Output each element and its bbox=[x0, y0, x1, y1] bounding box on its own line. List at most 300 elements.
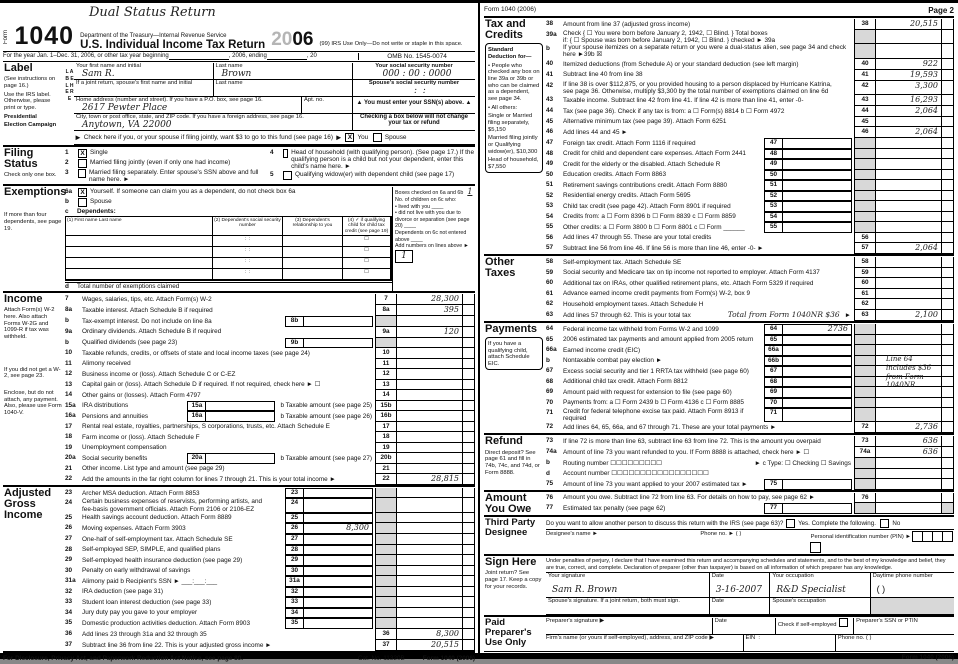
line-number: 29 bbox=[65, 556, 73, 564]
amount-cell[interactable] bbox=[396, 608, 462, 619]
cents-cell[interactable] bbox=[462, 422, 475, 433]
inner-amount-box[interactable]: 35 bbox=[285, 618, 373, 629]
cents-cell[interactable] bbox=[941, 127, 954, 138]
line-label: Social security and Medicare tax on tip income not reported to employer. Attach Form 4137 bbox=[563, 269, 820, 277]
cents-cell[interactable] bbox=[941, 95, 954, 106]
line-label: Credit for child and dependent care expenses. Attach Form 2441 bbox=[563, 150, 746, 158]
cents-cell[interactable] bbox=[462, 348, 475, 359]
third-party-question: Do you want to allow another person to discuss this return with the IRS (see page 63)? bbox=[546, 520, 784, 528]
spouse-occupation-field[interactable]: Spouse's occupation bbox=[770, 598, 870, 614]
cents-cell[interactable] bbox=[941, 212, 954, 223]
amount-cell[interactable]: 2,064 bbox=[875, 243, 941, 254]
amount-cell[interactable] bbox=[396, 380, 462, 391]
cents-cell[interactable] bbox=[941, 233, 954, 244]
inner-amount-box[interactable]: 68 bbox=[764, 377, 852, 388]
spouse-ssn-field[interactable]: Spouse's social security number : : bbox=[368, 80, 460, 96]
cents-cell[interactable] bbox=[941, 289, 954, 300]
occupation-field[interactable]: Your occupation R&D Specialist bbox=[770, 573, 870, 597]
form-line bbox=[65, 464, 475, 475]
amount-cell[interactable] bbox=[875, 149, 941, 160]
cents-cell[interactable] bbox=[941, 398, 954, 409]
cents-cell[interactable] bbox=[941, 422, 954, 433]
cents-cell[interactable] bbox=[941, 117, 954, 128]
amount-cell[interactable] bbox=[396, 513, 462, 524]
line-number: 43 bbox=[546, 95, 554, 103]
form-line bbox=[546, 324, 954, 335]
last-name-field[interactable]: Last name Brown bbox=[214, 63, 354, 79]
total-exemptions-count[interactable]: 1 bbox=[395, 250, 413, 263]
amount-cell[interactable] bbox=[875, 201, 941, 212]
cents-cell[interactable] bbox=[941, 299, 954, 310]
inner-amount-box[interactable]: 24 bbox=[285, 498, 373, 512]
campaign-spouse-checkbox[interactable] bbox=[373, 133, 382, 142]
cents-cell[interactable] bbox=[462, 640, 475, 651]
inner-amount-box[interactable]: 9b bbox=[285, 338, 373, 349]
line-number-box: 38 bbox=[854, 19, 875, 30]
cents-cell[interactable] bbox=[941, 159, 954, 170]
line-number-box: 42 bbox=[854, 81, 875, 95]
dependent-row[interactable] bbox=[66, 236, 213, 247]
amount-cell[interactable] bbox=[396, 597, 462, 608]
cents-cell[interactable] bbox=[462, 587, 475, 598]
inner-amount-box[interactable]: 70 bbox=[764, 398, 852, 409]
amount-owe-section bbox=[484, 490, 954, 515]
cents-cell[interactable] bbox=[941, 447, 954, 458]
first-name-field[interactable]: Your first name and initial Sam R. bbox=[74, 63, 214, 79]
cents-cell[interactable] bbox=[462, 432, 475, 443]
amount-cell[interactable]: 2,064 bbox=[875, 106, 941, 117]
inner-amount-box[interactable]: 29 bbox=[285, 555, 373, 566]
refund-title: Refund bbox=[485, 435, 523, 448]
designee-name-field[interactable]: Designee's name ► bbox=[546, 531, 598, 538]
inner-amount-box[interactable]: 77 bbox=[764, 503, 852, 514]
amount-cell[interactable] bbox=[396, 534, 462, 545]
line-number-box: 9a bbox=[375, 327, 396, 338]
home-address-field[interactable]: Home address (number and street). If you have a P.O. box, see page 16. 2617 Pewter Place bbox=[74, 97, 302, 113]
line-number-box: 12 bbox=[375, 369, 396, 380]
line-number: 35 bbox=[65, 619, 73, 627]
taxpayer-signature-field[interactable]: Your signature Sam R. Brown bbox=[546, 573, 710, 597]
amount-cell[interactable] bbox=[396, 338, 462, 349]
amount-cell[interactable] bbox=[396, 359, 462, 370]
cents-cell[interactable] bbox=[941, 191, 954, 202]
amount-cell[interactable] bbox=[875, 191, 941, 202]
inner-amount-box[interactable]: 15a bbox=[187, 401, 275, 412]
inner-amount-box[interactable]: 75 bbox=[764, 479, 852, 490]
ssn-field[interactable]: Your social security number 000 : 00 : 0000 bbox=[375, 63, 453, 79]
line-number-box: 60 bbox=[854, 278, 875, 289]
amount-owe-title: Amount You Owe bbox=[485, 491, 532, 516]
amount-cell[interactable]: 2,100 bbox=[875, 310, 941, 321]
inner-amount-box[interactable]: 34 bbox=[285, 608, 373, 619]
amount-cell[interactable]: 28,815 bbox=[396, 474, 462, 485]
cents-cell[interactable] bbox=[941, 387, 954, 398]
cents-cell[interactable] bbox=[941, 356, 954, 367]
inner-amount-box[interactable]: 33 bbox=[285, 597, 373, 608]
designee-pin-field[interactable]: Personal identification number (PIN) ► bbox=[811, 531, 954, 553]
line-number: 48 bbox=[546, 149, 554, 157]
tax-year-line: For the year Jan. 1–Dec. 31, 2006, or other tax year beginning , 2006, ending , 20 OMB No. 1545-0074 bbox=[3, 52, 475, 62]
inner-amount-box[interactable]: 26 8,300 bbox=[285, 523, 373, 534]
inner-amount-box[interactable]: 48 bbox=[764, 149, 852, 160]
cents-cell[interactable] bbox=[462, 513, 475, 524]
boxes-checked-count[interactable]: 1 bbox=[467, 187, 473, 196]
spouse-first-name-field[interactable]: If a joint return, spouse's first name and initial bbox=[74, 80, 214, 96]
inner-amount-box[interactable]: 71 bbox=[764, 408, 852, 422]
form-line bbox=[65, 432, 475, 443]
inner-amount-box[interactable]: 67 bbox=[764, 366, 852, 377]
preparer-signature-field[interactable]: Preparer's signature ▶ bbox=[546, 618, 605, 625]
cents-cell[interactable] bbox=[462, 618, 475, 629]
amount-cell[interactable] bbox=[875, 212, 941, 223]
spouse-signature-field[interactable]: Spouse's signature. If a joint return, both must sign. bbox=[546, 598, 710, 614]
tax-credits-section bbox=[484, 16, 954, 254]
cents-cell[interactable] bbox=[941, 81, 954, 95]
form-line bbox=[546, 493, 954, 504]
cents-cell[interactable] bbox=[941, 70, 954, 81]
cents-cell[interactable] bbox=[462, 464, 475, 475]
line-number: 31a bbox=[65, 577, 76, 585]
form-line bbox=[546, 398, 954, 409]
cents-cell[interactable] bbox=[941, 408, 954, 422]
line-number: 53 bbox=[546, 202, 554, 210]
apt-no-field[interactable]: Apt. no. bbox=[302, 97, 353, 113]
form-line bbox=[546, 106, 954, 117]
form-line bbox=[65, 545, 475, 556]
line-label: Add lines 57 through 62. This is your total tax bbox=[563, 311, 691, 319]
form-line bbox=[65, 422, 475, 433]
cents-cell[interactable] bbox=[941, 257, 954, 268]
filing-widow-checkbox[interactable] bbox=[283, 171, 292, 180]
amount-cell[interactable]: 28,300 bbox=[396, 294, 462, 305]
cents-cell[interactable] bbox=[462, 369, 475, 380]
cents-cell[interactable] bbox=[941, 469, 954, 480]
cents-cell[interactable] bbox=[462, 498, 475, 512]
cents-cell[interactable] bbox=[462, 443, 475, 454]
form-code: (99) bbox=[319, 41, 330, 47]
line-label: Jury duty pay you gave to your employer bbox=[82, 609, 198, 617]
inner-amount-box[interactable]: 66b bbox=[764, 356, 852, 367]
line-number-box bbox=[375, 534, 396, 545]
amount-cell[interactable] bbox=[396, 566, 462, 577]
cents-cell[interactable] bbox=[462, 488, 475, 499]
cents-cell[interactable] bbox=[462, 380, 475, 391]
cents-cell[interactable] bbox=[462, 555, 475, 566]
amount-cell[interactable] bbox=[875, 170, 941, 181]
cents-cell[interactable] bbox=[941, 479, 954, 490]
cents-cell[interactable] bbox=[941, 201, 954, 212]
line-sublabel: ► c Type: ☐ Checking ☐ Savings bbox=[754, 459, 851, 467]
amount-cell[interactable]: 19,593 bbox=[875, 70, 941, 81]
third-party-section: Third Party Designee Do you want to allow another person to discuss this return with the IRS (see page 63)? Yes. Complete the following. No Designee's name ► Phone no. ► ( ) Personal identification number (PIN) ► bbox=[484, 515, 954, 554]
dependent-row[interactable] bbox=[66, 247, 213, 258]
exemption-yourself-checkbox[interactable]: X bbox=[78, 188, 87, 197]
amount-cell[interactable] bbox=[875, 222, 941, 233]
cents-cell[interactable] bbox=[941, 335, 954, 346]
cents-cell[interactable] bbox=[941, 243, 954, 254]
inner-amount-box[interactable]: 28 bbox=[285, 545, 373, 556]
spouse-date-field[interactable]: Date bbox=[710, 598, 771, 614]
amount-cell[interactable] bbox=[396, 401, 462, 412]
exemption-spouse-checkbox[interactable] bbox=[78, 198, 87, 207]
preparer-phone-field[interactable]: Phone no. ( ) bbox=[835, 635, 954, 651]
amount-cell[interactable]: 2,064 bbox=[875, 127, 941, 138]
cents-cell[interactable] bbox=[462, 576, 475, 587]
dependent-row[interactable] bbox=[66, 258, 213, 269]
amount-cell[interactable] bbox=[875, 408, 941, 422]
exemptions-margin: Boxes checked on 6a and 6b 1 No. of children on 6c who: • lived with you ____ • did not live with you due to divorce or separation (see page 20) ____ Dependents on 6c not entered above ____ Add numbers on lines above ► 1 bbox=[392, 187, 475, 291]
inner-amount-box[interactable]: 20a bbox=[187, 453, 275, 464]
spouse-last-name-field[interactable]: Last name bbox=[214, 80, 354, 96]
inner-amount-box[interactable]: 65 bbox=[764, 335, 852, 346]
amount-cell[interactable] bbox=[396, 348, 462, 359]
cents-cell[interactable] bbox=[462, 338, 475, 349]
cents-cell[interactable] bbox=[941, 149, 954, 160]
amount-cell[interactable] bbox=[875, 117, 941, 128]
inner-amount-box[interactable]: 54 bbox=[764, 212, 852, 223]
cents-cell[interactable] bbox=[462, 566, 475, 577]
cents-cell[interactable] bbox=[941, 19, 954, 30]
cents-cell[interactable] bbox=[462, 474, 475, 485]
inner-amount-box[interactable]: 64 2736 bbox=[764, 324, 852, 335]
line-number: 27 bbox=[65, 535, 73, 543]
line-number-box bbox=[854, 324, 875, 335]
cents-cell[interactable] bbox=[462, 294, 475, 305]
form-line bbox=[65, 443, 475, 454]
amount-cell[interactable] bbox=[396, 618, 462, 629]
line-number-box bbox=[375, 566, 396, 577]
cents-cell[interactable] bbox=[941, 436, 954, 447]
inner-amount-box[interactable]: 69 bbox=[764, 387, 852, 398]
amount-cell[interactable]: 20,515 bbox=[396, 640, 462, 651]
amount-cell[interactable] bbox=[396, 587, 462, 598]
amount-cell[interactable] bbox=[396, 523, 462, 534]
inner-amount-box[interactable]: 50 bbox=[764, 170, 852, 181]
amount-cell[interactable] bbox=[396, 443, 462, 454]
inner-amount-box[interactable]: 30 bbox=[285, 566, 373, 577]
cents-cell[interactable] bbox=[941, 458, 954, 469]
third-party-yes-checkbox[interactable] bbox=[786, 519, 795, 528]
amount-cell[interactable]: 395 bbox=[396, 305, 462, 316]
amount-cell[interactable] bbox=[396, 390, 462, 401]
line-number-box bbox=[854, 458, 875, 469]
inner-amount-box[interactable]: 23 bbox=[285, 488, 373, 499]
signature-date-field[interactable]: Date 3-16-2007 bbox=[710, 573, 771, 597]
cents-cell[interactable] bbox=[462, 629, 475, 640]
inner-amount-box[interactable]: 53 bbox=[764, 201, 852, 212]
inner-amount-box[interactable]: 31a bbox=[285, 576, 373, 587]
amount-cell[interactable] bbox=[875, 335, 941, 346]
cents-cell[interactable] bbox=[462, 401, 475, 412]
daytime-phone-field[interactable]: Daytime phone number ( ) bbox=[872, 573, 933, 595]
paid-preparer-title: Paid Preparer's Use Only bbox=[485, 617, 532, 648]
amount-cell[interactable]: 16,293 bbox=[875, 95, 941, 106]
cents-cell[interactable] bbox=[462, 453, 475, 464]
cents-cell[interactable] bbox=[941, 366, 954, 377]
amount-cell[interactable] bbox=[875, 278, 941, 289]
cents-cell[interactable] bbox=[462, 411, 475, 422]
form-1040-page1 bbox=[0, 3, 478, 662]
amount-cell[interactable]: 2,736 bbox=[875, 422, 941, 433]
amount-cell[interactable] bbox=[875, 180, 941, 191]
amount-cell[interactable] bbox=[875, 257, 941, 268]
inner-amount-box[interactable]: 51 bbox=[764, 180, 852, 191]
inner-amount-box[interactable]: 25 bbox=[285, 513, 373, 524]
line-number-box bbox=[854, 149, 875, 160]
amount-cell[interactable] bbox=[396, 316, 462, 327]
amount-cell[interactable]: 120 bbox=[396, 327, 462, 338]
line-number-box: 36 bbox=[375, 629, 396, 640]
form-line bbox=[65, 523, 475, 534]
line-number-box bbox=[854, 356, 875, 367]
cents-cell[interactable] bbox=[941, 345, 954, 356]
handwritten-annotation: Dual Status Return bbox=[89, 5, 216, 20]
line-number-box: 11 bbox=[375, 359, 396, 370]
amount-cell[interactable]: 636 bbox=[875, 436, 941, 447]
amount-cell[interactable] bbox=[875, 479, 941, 490]
amount-cell[interactable] bbox=[875, 324, 941, 335]
designee-phone-field[interactable]: Phone no. ► ( ) bbox=[700, 531, 742, 538]
cents-cell[interactable] bbox=[941, 268, 954, 279]
amount-cell[interactable]: 636 bbox=[875, 447, 941, 458]
agi-section bbox=[3, 485, 475, 651]
cents-cell[interactable] bbox=[941, 30, 954, 44]
amount-cell[interactable] bbox=[875, 299, 941, 310]
inner-amount-box[interactable]: 16a bbox=[187, 411, 275, 422]
amount-cell[interactable] bbox=[875, 30, 941, 44]
inner-amount-box[interactable]: 55 bbox=[764, 222, 852, 233]
amount-cell[interactable] bbox=[875, 268, 941, 279]
amount-cell[interactable] bbox=[875, 159, 941, 170]
campaign-you-checkbox[interactable]: X bbox=[345, 133, 354, 142]
amount-cell[interactable] bbox=[875, 44, 941, 58]
amount-cell[interactable] bbox=[396, 498, 462, 512]
line-number-box bbox=[375, 513, 396, 524]
ein-field[interactable]: EIN : bbox=[743, 635, 835, 651]
cents-cell[interactable] bbox=[941, 170, 954, 181]
amount-cell[interactable] bbox=[396, 545, 462, 556]
cents-cell[interactable] bbox=[941, 180, 954, 191]
form-line bbox=[546, 19, 954, 30]
line-number: 54 bbox=[546, 212, 554, 220]
inner-amount-box[interactable]: 52 bbox=[764, 191, 852, 202]
cents-cell[interactable] bbox=[941, 106, 954, 117]
eic-note: If you have a qualifying child, attach Schedule EIC. bbox=[488, 340, 530, 367]
amount-cell[interactable] bbox=[875, 398, 941, 409]
amount-cell[interactable] bbox=[875, 469, 941, 480]
amount-cell[interactable] bbox=[875, 493, 941, 504]
firm-name-field[interactable]: Firm's name (or yours if self-employed), address, and ZIP code ▶ bbox=[546, 635, 714, 642]
amount-cell[interactable] bbox=[396, 432, 462, 443]
cents-cell[interactable] bbox=[941, 377, 954, 388]
amount-cell[interactable] bbox=[875, 503, 941, 514]
line-number-box: 61 bbox=[854, 289, 875, 300]
amount-cell[interactable] bbox=[875, 289, 941, 300]
cents-cell[interactable] bbox=[941, 222, 954, 233]
line-number: 33 bbox=[65, 598, 73, 606]
amount-cell[interactable] bbox=[396, 369, 462, 380]
inner-amount-box[interactable]: 66a bbox=[764, 345, 852, 356]
line-number-box bbox=[854, 503, 875, 514]
cents-cell[interactable] bbox=[941, 310, 954, 321]
line-number-box bbox=[375, 587, 396, 598]
cents-cell[interactable] bbox=[941, 59, 954, 70]
cents-cell[interactable] bbox=[941, 503, 954, 514]
inner-amount-box[interactable]: 8b bbox=[285, 316, 373, 327]
third-party-title: Third Party Designee bbox=[485, 517, 536, 538]
cents-cell[interactable] bbox=[462, 534, 475, 545]
amount-cell[interactable] bbox=[875, 233, 941, 244]
amount-cell[interactable] bbox=[396, 453, 462, 464]
inner-amount-box[interactable]: 47 bbox=[764, 138, 852, 149]
filing-single-checkbox[interactable]: X bbox=[78, 149, 87, 158]
form-line bbox=[546, 138, 954, 149]
inner-amount-box[interactable]: 32 bbox=[285, 587, 373, 598]
line-label: Advance earned income credit payments from Form(s) W-2, box 9 bbox=[563, 290, 751, 298]
city-state-zip-field[interactable]: City, town or post office, state, and ZIP code. If you have a foreign address, see page 16. Anytown, VA 22000 bbox=[74, 114, 353, 130]
line-number-box bbox=[375, 316, 396, 327]
amount-cell[interactable] bbox=[875, 138, 941, 149]
filing-hoh-checkbox[interactable] bbox=[283, 149, 288, 158]
cents-cell[interactable] bbox=[462, 545, 475, 556]
line-number-box: 72 bbox=[854, 422, 875, 433]
cents-cell[interactable] bbox=[462, 359, 475, 370]
cents-cell[interactable] bbox=[941, 493, 954, 504]
cents-cell[interactable] bbox=[462, 316, 475, 327]
line-label: Pensions and annuities bbox=[82, 412, 149, 420]
amount-cell[interactable] bbox=[396, 422, 462, 433]
preparer-ssn-field[interactable]: Preparer's SSN or PTIN bbox=[853, 618, 954, 634]
amount-cell[interactable]: 20,515 bbox=[875, 19, 941, 30]
line-label: Residential energy credits. Attach Form 5695 bbox=[563, 192, 691, 200]
filing-mfj-checkbox[interactable] bbox=[78, 159, 87, 168]
cents-cell[interactable] bbox=[941, 324, 954, 335]
amount-cell[interactable]: 3,300 bbox=[875, 81, 941, 95]
line-sublabel: b Taxable amount (see page 26) bbox=[280, 412, 372, 420]
amount-cell[interactable] bbox=[396, 488, 462, 499]
cents-cell[interactable] bbox=[462, 305, 475, 316]
line-number-box: 17 bbox=[375, 422, 396, 433]
line-number-box: 45 bbox=[854, 117, 875, 128]
cents-cell[interactable] bbox=[941, 278, 954, 289]
cents-cell[interactable] bbox=[462, 608, 475, 619]
amount-cell[interactable] bbox=[396, 576, 462, 587]
cents-cell[interactable] bbox=[462, 597, 475, 608]
third-party-no-checkbox[interactable] bbox=[880, 519, 889, 528]
amount-cell[interactable] bbox=[396, 464, 462, 475]
cents-cell[interactable] bbox=[941, 138, 954, 149]
line-label: Household employment taxes. Attach Schedule H bbox=[563, 300, 704, 308]
form-line bbox=[65, 305, 475, 316]
inner-amount-box[interactable]: 49 bbox=[764, 159, 852, 170]
amount-cell[interactable] bbox=[875, 458, 941, 469]
amount-cell[interactable] bbox=[396, 411, 462, 422]
cents-cell[interactable] bbox=[941, 44, 954, 58]
self-employed-check[interactable]: Check if self-employed bbox=[775, 618, 853, 634]
dependent-row[interactable] bbox=[66, 269, 213, 280]
line-number-box: 13 bbox=[375, 380, 396, 391]
amount-cell[interactable]: 8,300 bbox=[396, 629, 462, 640]
preparer-date-field[interactable]: Date bbox=[712, 618, 775, 634]
cents-cell[interactable] bbox=[462, 523, 475, 534]
amount-cell[interactable]: 922 bbox=[875, 59, 941, 70]
line-number: 20a bbox=[65, 454, 76, 462]
inner-amount-box[interactable]: 27 bbox=[285, 534, 373, 545]
amount-cell[interactable] bbox=[396, 555, 462, 566]
cents-cell[interactable] bbox=[462, 390, 475, 401]
filing-mfs-checkbox[interactable] bbox=[78, 169, 86, 178]
cents-cell[interactable] bbox=[462, 327, 475, 338]
